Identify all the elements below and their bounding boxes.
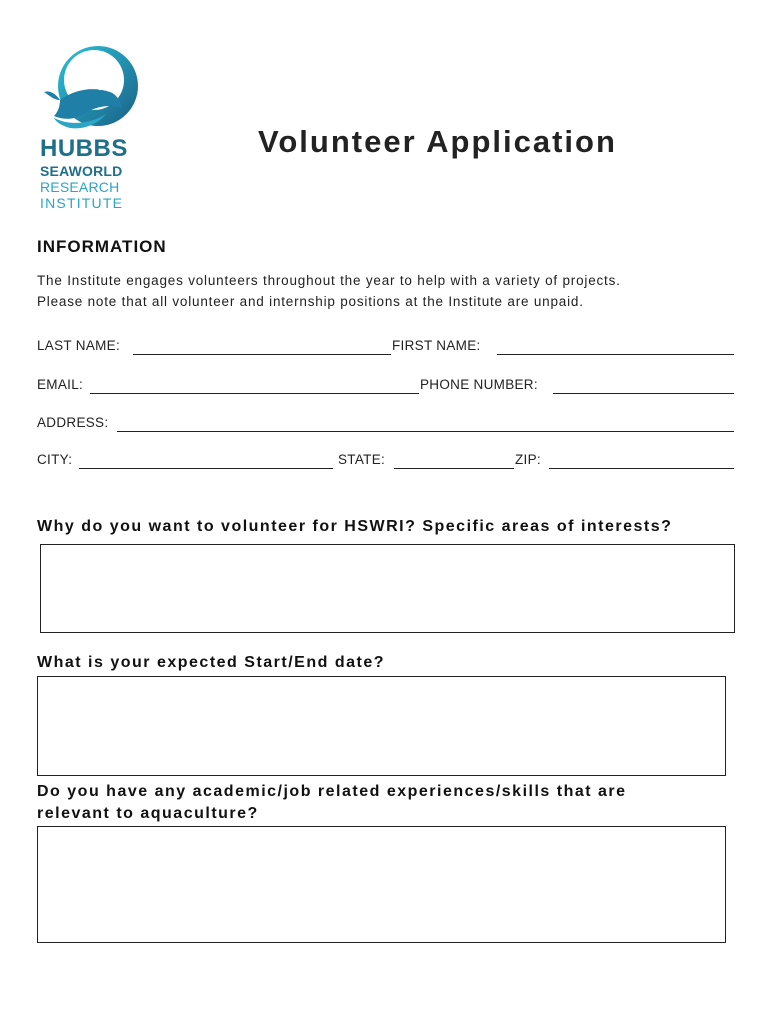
address-field[interactable] xyxy=(117,431,734,432)
why-volunteer-answer-box[interactable] xyxy=(40,544,735,633)
state-label: STATE: xyxy=(338,452,386,467)
state-field[interactable] xyxy=(394,468,514,469)
email-label: EMAIL: xyxy=(37,377,84,392)
start-end-date-answer-box[interactable] xyxy=(37,676,726,776)
last-name-field[interactable] xyxy=(133,354,391,355)
question-experience-line-1: Do you have any academic/job related experiences/skills that are xyxy=(37,783,627,800)
email-field[interactable] xyxy=(90,393,419,394)
question-start-end-date: What is your expected Start/End date? xyxy=(37,654,385,671)
page-title: Volunteer Application xyxy=(258,124,617,159)
question-experience-line-2: relevant to aquaculture? xyxy=(37,805,259,822)
zip-field[interactable] xyxy=(549,468,734,469)
intro-text-line-1: The Institute engages volunteers throughout the year to help with a variety of projects. xyxy=(37,273,621,288)
last-name-label: LAST NAME: xyxy=(37,338,121,353)
logo-text-hubbs: HUBBS xyxy=(40,135,128,162)
whale-logo-icon xyxy=(40,44,140,136)
logo-text-research: RESEARCH xyxy=(40,179,120,195)
location-row xyxy=(37,452,734,472)
phone-number-label: PHONE NUMBER: xyxy=(420,377,538,392)
first-name-field[interactable] xyxy=(497,354,734,355)
logo-text-institute: INSTITUTE xyxy=(40,195,124,211)
hswri-logo xyxy=(36,44,140,212)
logo-text-seaworld: SEAWORLD xyxy=(40,163,123,179)
city-label: CITY: xyxy=(37,452,73,467)
first-name-label: FIRST NAME: xyxy=(392,338,481,353)
address-label: ADDRESS: xyxy=(37,415,109,430)
name-row xyxy=(37,338,734,358)
phone-number-field[interactable] xyxy=(553,393,734,394)
contact-row xyxy=(37,377,734,397)
address-row xyxy=(37,415,734,435)
experience-answer-box[interactable] xyxy=(37,826,726,943)
intro-text-line-2: Please note that all volunteer and internship positions at the Institute are unpaid. xyxy=(37,294,584,309)
zip-label: ZIP: xyxy=(515,452,541,467)
city-field[interactable] xyxy=(79,468,333,469)
question-why-volunteer: Why do you want to volunteer for HSWRI? Specific areas of interests? xyxy=(37,518,673,535)
section-heading-information: INFORMATION xyxy=(37,237,167,256)
